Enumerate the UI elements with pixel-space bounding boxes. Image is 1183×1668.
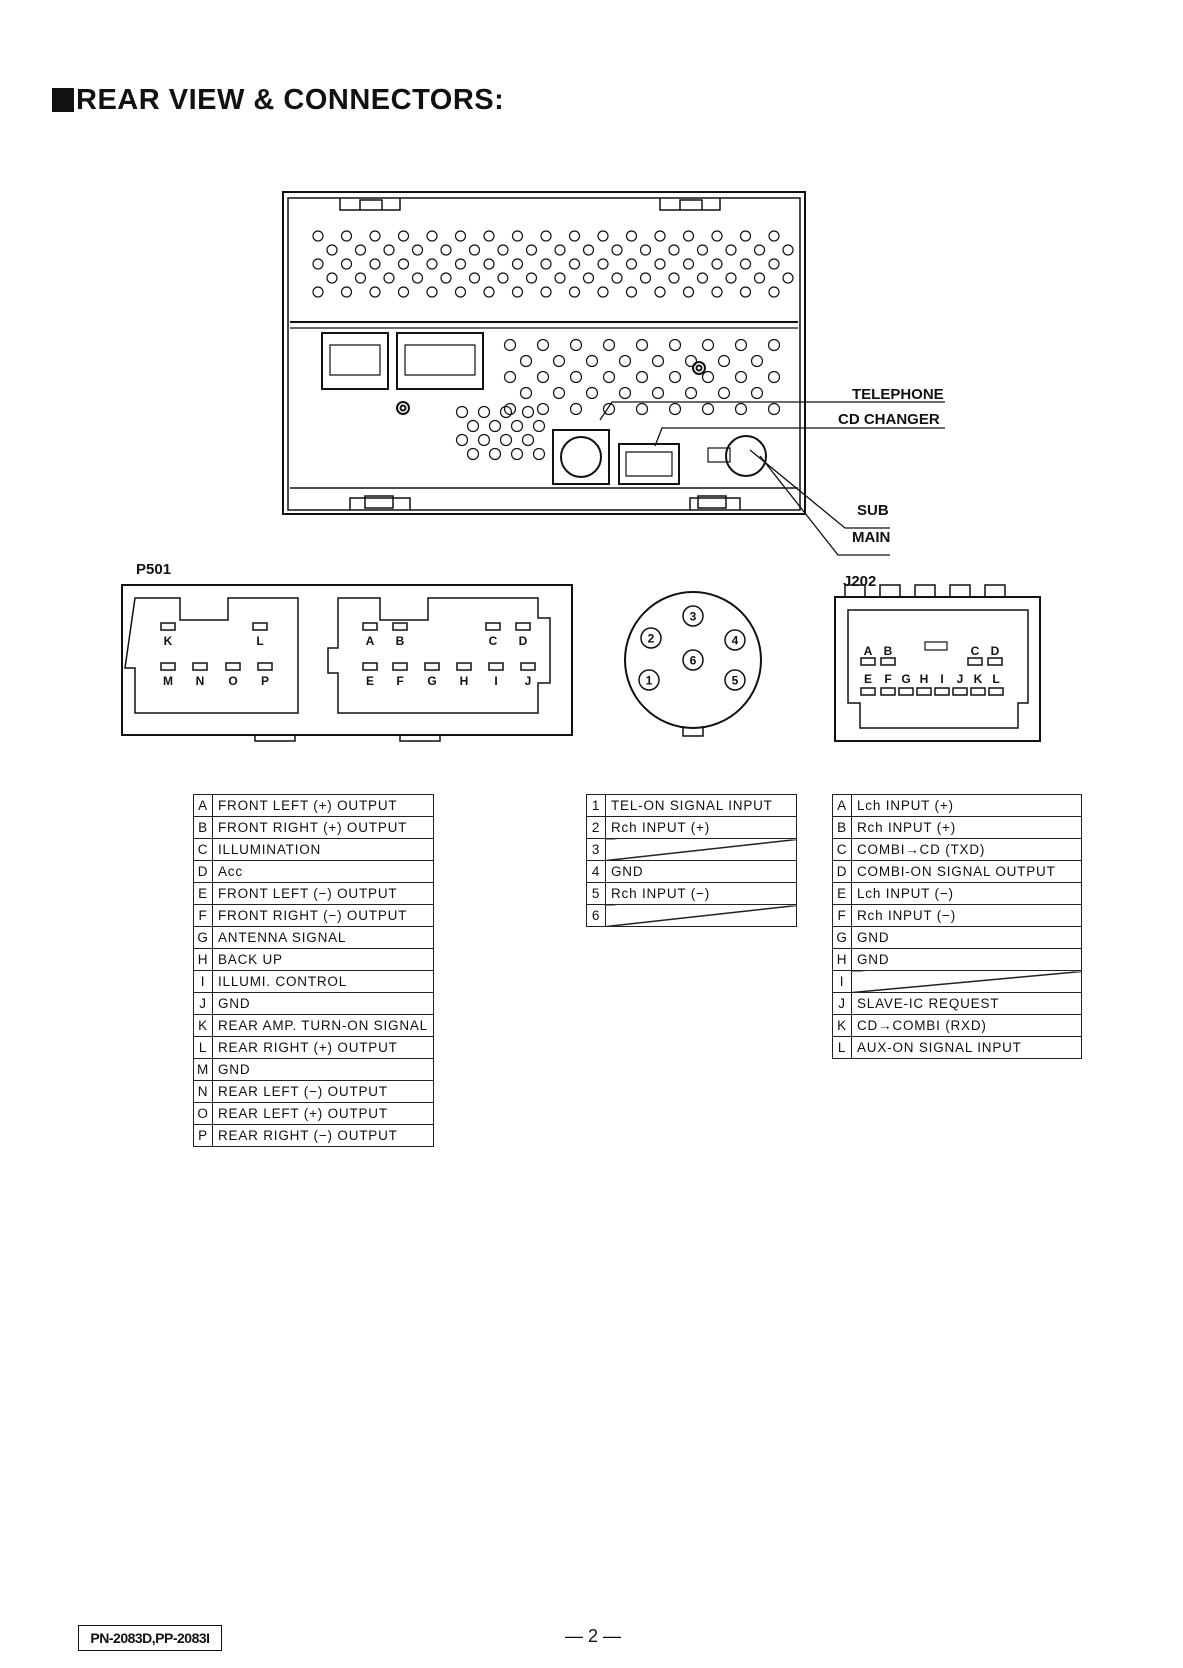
- din-pin-number: 1: [645, 673, 653, 688]
- sub-callout: SUB: [857, 502, 889, 519]
- pin-id: J: [194, 993, 213, 1015]
- pin-letter: H: [459, 674, 469, 688]
- pin-id: K: [194, 1015, 213, 1037]
- pin-letter: K: [163, 634, 173, 648]
- pin-id: F: [194, 905, 213, 927]
- pin-letter: G: [901, 672, 911, 686]
- pin-id: N: [194, 1081, 213, 1103]
- pin-contact: [258, 663, 272, 670]
- table-row: [194, 817, 434, 839]
- din-pin-number: 2: [647, 631, 655, 646]
- table-row: [194, 1059, 434, 1081]
- pin-id: D: [833, 861, 852, 883]
- pin-id: 6: [587, 905, 606, 927]
- pin-description: Acc: [213, 861, 434, 883]
- pin-description: GND: [213, 993, 434, 1015]
- pin-letter: N: [195, 674, 205, 688]
- pin-id: F: [833, 905, 852, 927]
- pin-id: 5: [587, 883, 606, 905]
- pin-id: I: [194, 971, 213, 993]
- pin-description: [852, 971, 1082, 993]
- table-row: [833, 1037, 1082, 1059]
- rear-connector-left-small: [322, 333, 388, 389]
- pin-description: Rch INPUT (−): [852, 905, 1082, 927]
- pin-description: [606, 839, 797, 861]
- pin-contact: [899, 688, 913, 695]
- pin-letter: C: [488, 634, 498, 648]
- pin-id: O: [194, 1103, 213, 1125]
- pin-letter: G: [427, 674, 437, 688]
- p501-label: P501: [136, 561, 172, 578]
- pin-id: 1: [587, 795, 606, 817]
- pin-id: M: [194, 1059, 213, 1081]
- pin-letter: I: [494, 674, 498, 688]
- pin-letter: C: [970, 644, 980, 658]
- pin-description: CD→COMBI (RXD): [852, 1015, 1082, 1037]
- pin-letter: A: [365, 634, 375, 648]
- pin-id: B: [194, 817, 213, 839]
- table-row: [833, 949, 1082, 971]
- j202-pin-table: [832, 794, 1082, 1059]
- pin-id: H: [194, 949, 213, 971]
- pin-description: REAR LEFT (−) OUTPUT: [213, 1081, 434, 1103]
- pin-letter: B: [883, 644, 893, 658]
- pin-id: I: [833, 971, 852, 993]
- table-row: [833, 927, 1082, 949]
- pin-description: [606, 905, 797, 927]
- pin-contact: [161, 623, 175, 630]
- pin-id: 2: [587, 817, 606, 839]
- table-row: [587, 817, 797, 839]
- din-pin-number: 4: [731, 633, 739, 648]
- pin-contact: [489, 663, 503, 670]
- pin-contact: [953, 688, 967, 695]
- pin-letter: I: [940, 672, 944, 686]
- table-row: [194, 795, 434, 817]
- table-row: [194, 1103, 434, 1125]
- pin-id: P: [194, 1125, 213, 1147]
- pin-id: B: [833, 817, 852, 839]
- table-row: [833, 861, 1082, 883]
- pin-contact: [226, 663, 240, 670]
- pin-description: AUX-ON SIGNAL INPUT: [852, 1037, 1082, 1059]
- pin-description: Rch INPUT (+): [852, 817, 1082, 839]
- pin-description: FRONT LEFT (−) OUTPUT: [213, 883, 434, 905]
- pin-letter: M: [163, 674, 173, 688]
- table-row: [587, 795, 797, 817]
- j202-connector-drawing: [835, 585, 1040, 741]
- pin-letter: F: [884, 672, 892, 686]
- page-title-text: REAR VIEW & CONNECTORS:: [76, 84, 505, 116]
- j202-label: J202: [843, 573, 877, 590]
- pin-id: G: [833, 927, 852, 949]
- pin-letter: E: [863, 672, 873, 686]
- pin-contact: [971, 688, 985, 695]
- telephone-callout: TELEPHONE: [852, 386, 944, 403]
- pin-description: GND: [213, 1059, 434, 1081]
- pin-contact: [989, 688, 1003, 695]
- connector-diagram: [0, 0, 1183, 760]
- table-row: [833, 839, 1082, 861]
- pin-letter: E: [365, 674, 375, 688]
- pin-contact: [253, 623, 267, 630]
- pin-description: SLAVE-IC REQUEST: [852, 993, 1082, 1015]
- pin-letter: D: [990, 644, 1000, 658]
- table-row: [587, 861, 797, 883]
- pin-description: ILLUMINATION: [213, 839, 434, 861]
- pin-id: A: [833, 795, 852, 817]
- pin-description: GND: [852, 949, 1082, 971]
- pin-contact: [988, 658, 1002, 665]
- table-row: [833, 1015, 1082, 1037]
- pin-description: COMBI-ON SIGNAL OUTPUT: [852, 861, 1082, 883]
- table-row: [194, 993, 434, 1015]
- pin-contact: [861, 688, 875, 695]
- p501-pin-table: [193, 794, 434, 1147]
- pin-description: FRONT RIGHT (+) OUTPUT: [213, 817, 434, 839]
- table-row: [194, 949, 434, 971]
- pin-letter: H: [919, 672, 929, 686]
- pin-id: L: [194, 1037, 213, 1059]
- pin-description: COMBI→CD (TXD): [852, 839, 1082, 861]
- table-row: [833, 993, 1082, 1015]
- pin-contact: [425, 663, 439, 670]
- pin-id: C: [194, 839, 213, 861]
- pin-letter: B: [395, 634, 405, 648]
- din-pin-group: [639, 606, 745, 690]
- pin-description: FRONT LEFT (+) OUTPUT: [213, 795, 434, 817]
- rear-cd-changer-socket: [619, 444, 679, 484]
- pin-id: K: [833, 1015, 852, 1037]
- pin-contact: [393, 663, 407, 670]
- pin-letter: O: [228, 674, 238, 688]
- pin-contact: [881, 658, 895, 665]
- pin-letter: J: [956, 672, 964, 686]
- pin-contact: [521, 663, 535, 670]
- page-number: — 2 —: [565, 1626, 622, 1646]
- pin-letter: K: [973, 672, 983, 686]
- pin-contact: [363, 663, 377, 670]
- p501-connector-drawing: [122, 585, 572, 741]
- table-row: [194, 971, 434, 993]
- pin-description: Lch INPUT (−): [852, 883, 1082, 905]
- p501-pin-group: [161, 623, 535, 688]
- table-row: [194, 1125, 434, 1147]
- pin-contact: [457, 663, 471, 670]
- pin-contact: [917, 688, 931, 695]
- table-row: [194, 905, 434, 927]
- pin-description: REAR RIGHT (−) OUTPUT: [213, 1125, 434, 1147]
- pin-description: REAR AMP. TURN-ON SIGNAL: [213, 1015, 434, 1037]
- pin-description: GND: [852, 927, 1082, 949]
- pin-id: J: [833, 993, 852, 1015]
- vent-holes: [313, 231, 793, 460]
- pin-description: BACK UP: [213, 949, 434, 971]
- table-row: [194, 839, 434, 861]
- pin-contact: [486, 623, 500, 630]
- pin-contact: [193, 663, 207, 670]
- pin-id: H: [833, 949, 852, 971]
- model-number-box: PN-2083D,PP-2083I: [78, 1625, 222, 1651]
- pin-id: 4: [587, 861, 606, 883]
- pin-description: ILLUMI. CONTROL: [213, 971, 434, 993]
- pin-description: FRONT RIGHT (−) OUTPUT: [213, 905, 434, 927]
- table-row: [194, 1037, 434, 1059]
- pin-contact: [968, 658, 982, 665]
- pin-letter: J: [524, 674, 532, 688]
- table-row: [833, 817, 1082, 839]
- din-pin-number: 3: [689, 609, 697, 624]
- pin-contact: [393, 623, 407, 630]
- cd-changer-callout: CD CHANGER: [838, 411, 940, 428]
- pin-contact: [935, 688, 949, 695]
- din-pin-number: 6: [689, 653, 697, 668]
- table-row: [833, 883, 1082, 905]
- table-row: [587, 883, 797, 905]
- pin-letter: L: [256, 634, 264, 648]
- table-row: [194, 927, 434, 949]
- j202-pin-group: [861, 644, 1003, 695]
- pin-id: G: [194, 927, 213, 949]
- table-row: [833, 905, 1082, 927]
- pin-letter: F: [396, 674, 404, 688]
- table-row: [587, 905, 797, 927]
- pin-contact: [881, 688, 895, 695]
- pin-id: E: [194, 883, 213, 905]
- pin-description: ANTENNA SIGNAL: [213, 927, 434, 949]
- pin-contact: [861, 658, 875, 665]
- pin-contact: [363, 623, 377, 630]
- pin-description: Rch INPUT (+): [606, 817, 797, 839]
- rear-unit-inner: [288, 198, 800, 510]
- pin-description: TEL-ON SIGNAL INPUT: [606, 795, 797, 817]
- pin-id: 3: [587, 839, 606, 861]
- pin-id: A: [194, 795, 213, 817]
- table-row: [194, 883, 434, 905]
- din-pin-table: [586, 794, 797, 927]
- pin-id: E: [833, 883, 852, 905]
- table-row: [587, 839, 797, 861]
- pin-letter: L: [992, 672, 1000, 686]
- pin-description: Rch INPUT (−): [606, 883, 797, 905]
- pin-contact: [161, 663, 175, 670]
- table-row: [833, 795, 1082, 817]
- pin-letter: A: [863, 644, 873, 658]
- pin-letter: D: [518, 634, 528, 648]
- din-pin-number: 5: [731, 673, 739, 688]
- pin-letter: P: [260, 674, 270, 688]
- pin-description: GND: [606, 861, 797, 883]
- table-row: [833, 971, 1082, 993]
- rear-connector-left-large: [397, 333, 483, 389]
- pin-description: REAR LEFT (+) OUTPUT: [213, 1103, 434, 1125]
- pin-description: Lch INPUT (+): [852, 795, 1082, 817]
- table-row: [194, 861, 434, 883]
- pin-id: L: [833, 1037, 852, 1059]
- table-row: [194, 1015, 434, 1037]
- table-row: [194, 1081, 434, 1103]
- pin-description: REAR RIGHT (+) OUTPUT: [213, 1037, 434, 1059]
- main-callout: MAIN: [852, 529, 891, 546]
- pin-id: C: [833, 839, 852, 861]
- pin-contact: [516, 623, 530, 630]
- pin-id: D: [194, 861, 213, 883]
